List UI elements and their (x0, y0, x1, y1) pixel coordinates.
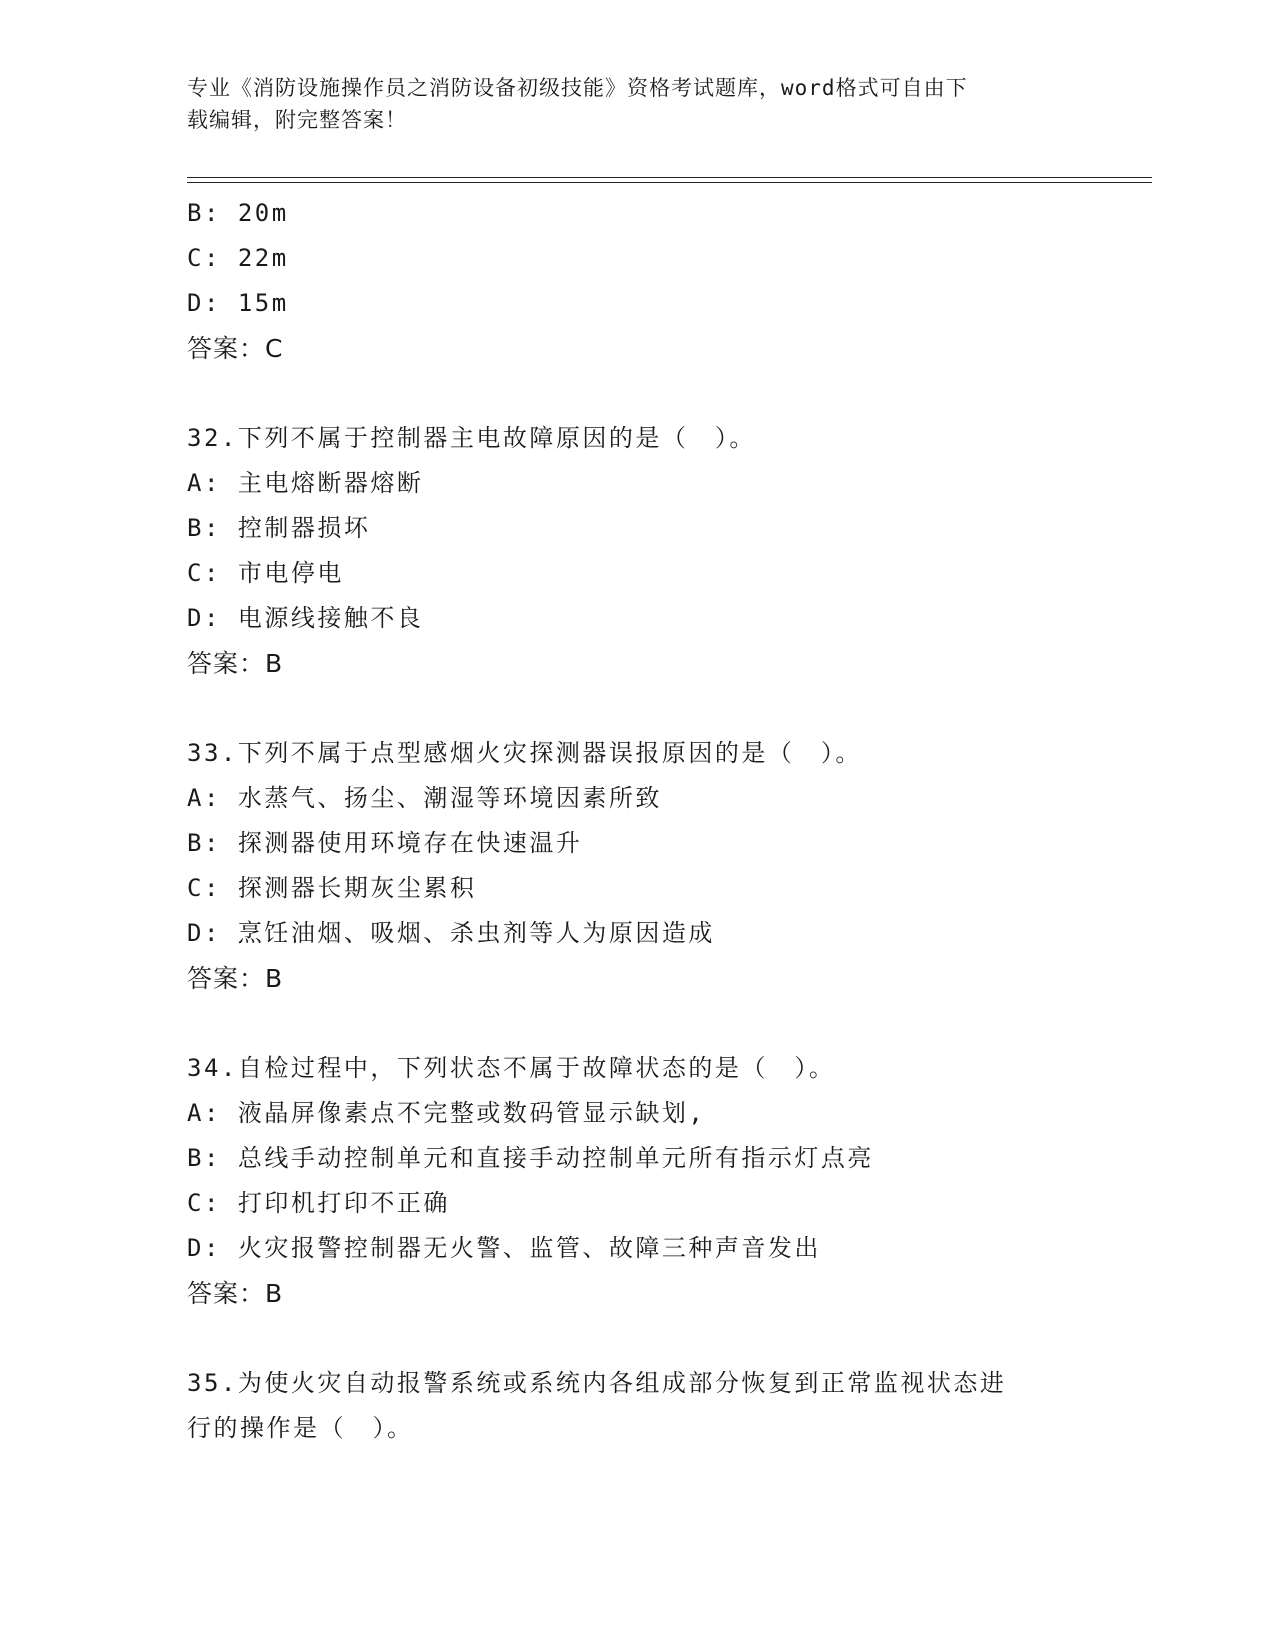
header-line-1: 专业《消防设施操作员之消防设备初级技能》资格考试题库，word格式可自由下 (187, 76, 968, 100)
option-b: B: 总线手动控制单元和直接手动控制单元所有指示灯点亮 (187, 1144, 874, 1172)
question-stem: 34.自检过程中，下列状态不属于故障状态的是（ ）。 (187, 1054, 836, 1082)
question-stem: 33.下列不属于点型感烟火灾探测器误报原因的是（ ）。 (187, 739, 862, 767)
option-b: B: 20m (187, 199, 289, 227)
question-list (187, 191, 1087, 1451)
question-stem-line-2: 行的操作是（ ）。 (187, 1414, 414, 1442)
question-stem-line-1: 35.为使火灾自动报警系统或系统内各组成部分恢复到正常监视状态进 (187, 1369, 1007, 1397)
header-line-2: 载编辑，附完整答案！ (187, 108, 407, 132)
question-31-continued (187, 191, 1087, 371)
option-a: A: 水蒸气、扬尘、潮湿等环境因素所致 (187, 784, 662, 812)
answer-line: 答案：C (187, 334, 284, 363)
question-32 (187, 416, 1087, 686)
option-b: B: 控制器损坏 (187, 514, 371, 542)
document-header (187, 72, 1067, 136)
question-33 (187, 731, 1087, 1001)
option-c: C: 探测器长期灰尘累积 (187, 874, 477, 902)
answer-line: 答案：B (187, 649, 284, 678)
option-d: D: 15m (187, 289, 289, 317)
option-c: C: 市电停电 (187, 559, 344, 587)
option-c: C: 打印机打印不正确 (187, 1189, 450, 1217)
option-b: B: 探测器使用环境存在快速温升 (187, 829, 583, 857)
question-35 (187, 1361, 1087, 1451)
option-d: D: 烹饪油烟、吸烟、杀虫剂等人为原因造成 (187, 919, 715, 947)
answer-line: 答案：B (187, 964, 284, 993)
answer-line: 答案：B (187, 1279, 284, 1308)
option-d: D: 火灾报警控制器无火警、监管、故障三种声音发出 (187, 1234, 821, 1262)
option-a: A: 主电熔断器熔断 (187, 469, 424, 497)
option-d: D: 电源线接触不良 (187, 604, 424, 632)
question-stem: 32.下列不属于控制器主电故障原因的是（ ）。 (187, 424, 756, 452)
header-divider-bottom (187, 182, 1152, 183)
option-c: C: 22m (187, 244, 289, 272)
header-divider-top (187, 177, 1152, 178)
option-a: A: 液晶屏像素点不完整或数码管显示缺划, (187, 1099, 706, 1127)
question-34 (187, 1046, 1087, 1316)
